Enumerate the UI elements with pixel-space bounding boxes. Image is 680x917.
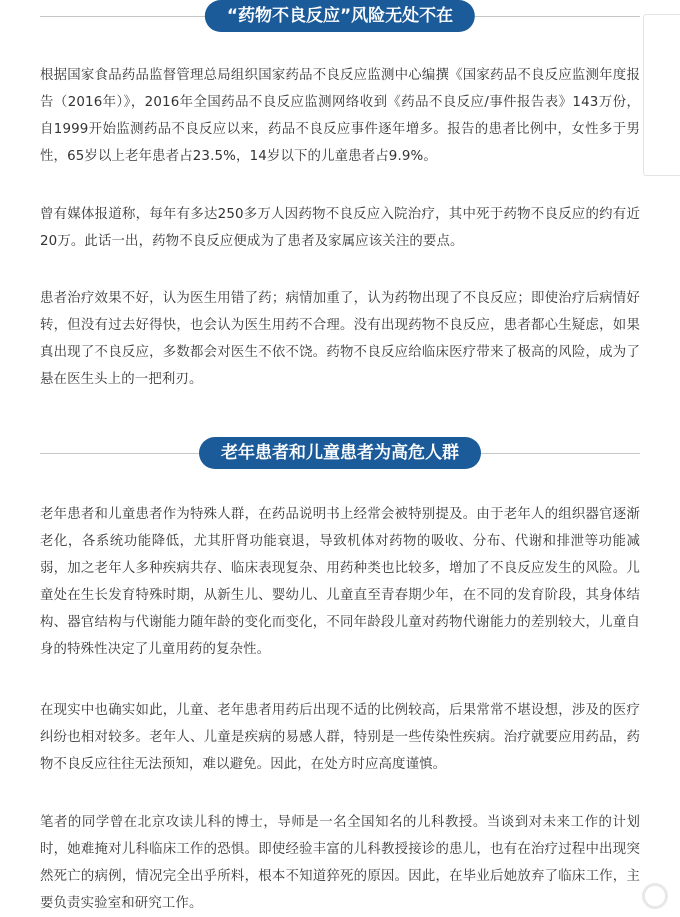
section-header-adr-risk bbox=[40, 0, 640, 34]
section-title: 老年患者和儿童患者为高危人群 bbox=[199, 437, 481, 469]
paragraph: 曾有媒体报道称，每年有多达250多万人因药物不良反应入院治疗，其中死于药物不良反应的约有近20万。此话一出，药物不良反应便成为了患者及家属应该关注的要点。 bbox=[40, 207, 640, 249]
paragraph: 老年患者和儿童患者作为特殊人群，在药品说明书上经常会被特别提及。由于老年人的组织器官逐渐老化，各系统功能降低，尤其肝肾功能衰退，导致机体对药物的吸收、分布、代谢和排泄等功能减弱，加之老年人多种疾病共存、临床表现复杂、用药种类也比较多，增加了不良反应发生的风险。儿童处在生长发育特殊时期，从新生儿、婴幼儿、儿童直至青春期少年，在不同的发育阶段，其身体结构、器官结构与代谢能力随年龄的变化而变化，不同年龄段儿童对药物代谢能力的差别较大，儿童自身的特殊性决定了儿童用药的复杂性。 bbox=[40, 507, 640, 657]
watermark-logo bbox=[642, 880, 672, 910]
paragraph: 笔者的同学曾在北京攻读儿科的博士，导师是一名全国知名的儿科教授。当谈到对未来工作的计划时，她难掩对儿科临床工作的恐惧。即使经验丰富的儿科教授接诊的患儿，也有在治疗过程中出现突然死亡的病例，情况完全出乎所料，根本不知道猝死的原因。因此，在毕业后她放弃了临床工作，主要负责实验室和研究工作。 bbox=[40, 815, 640, 911]
section-title: “药物不良反应”风险无处不在 bbox=[205, 0, 475, 32]
watermark-icon bbox=[642, 883, 668, 909]
side-panel-frame bbox=[643, 14, 680, 176]
paragraph: 患者治疗效果不好，认为医生用错了药；病情加重了，认为药物出现了不良反应；即使治疗后病情好转，但没有过去好得快，也会认为医生用药不合理。没有出现药物不良反应，患者都心生疑虑，如果真出现了不良反应，多数都会对医生不依不饶。药物不良反应给临床医疗带来了极高的风险，成为了悬在医生头上的一把利刃。 bbox=[40, 291, 640, 387]
paragraph: 根据国家食品药品监督管理总局组织国家药品不良反应监测中心编撰《国家药品不良反应监测年度报告（2016年）》，2016年全国药品不良反应监测网络收到《药品不良反应/事件报告表》143万份，自1999开始监测药品不良反应以来，药品不良反应事件逐年增多。报告的患者比例中，女性多于男性，65岁以上老年患者占23.5%，14岁以下的儿童患者占9.9%。 bbox=[40, 68, 640, 164]
section-header-high-risk-groups bbox=[40, 437, 640, 471]
paragraph: 在现实中也确实如此，儿童、老年患者用药后出现不适的比例较高，后果常常不堪设想，涉及的医疗纠纷也相对较多。老年人、儿童是疾病的易感人群，特别是一些传染性疾病。治疗就要应用药品，药物不良反应往往无法预知，难以避免。因此，在处方时应高度谨慎。 bbox=[40, 703, 640, 772]
